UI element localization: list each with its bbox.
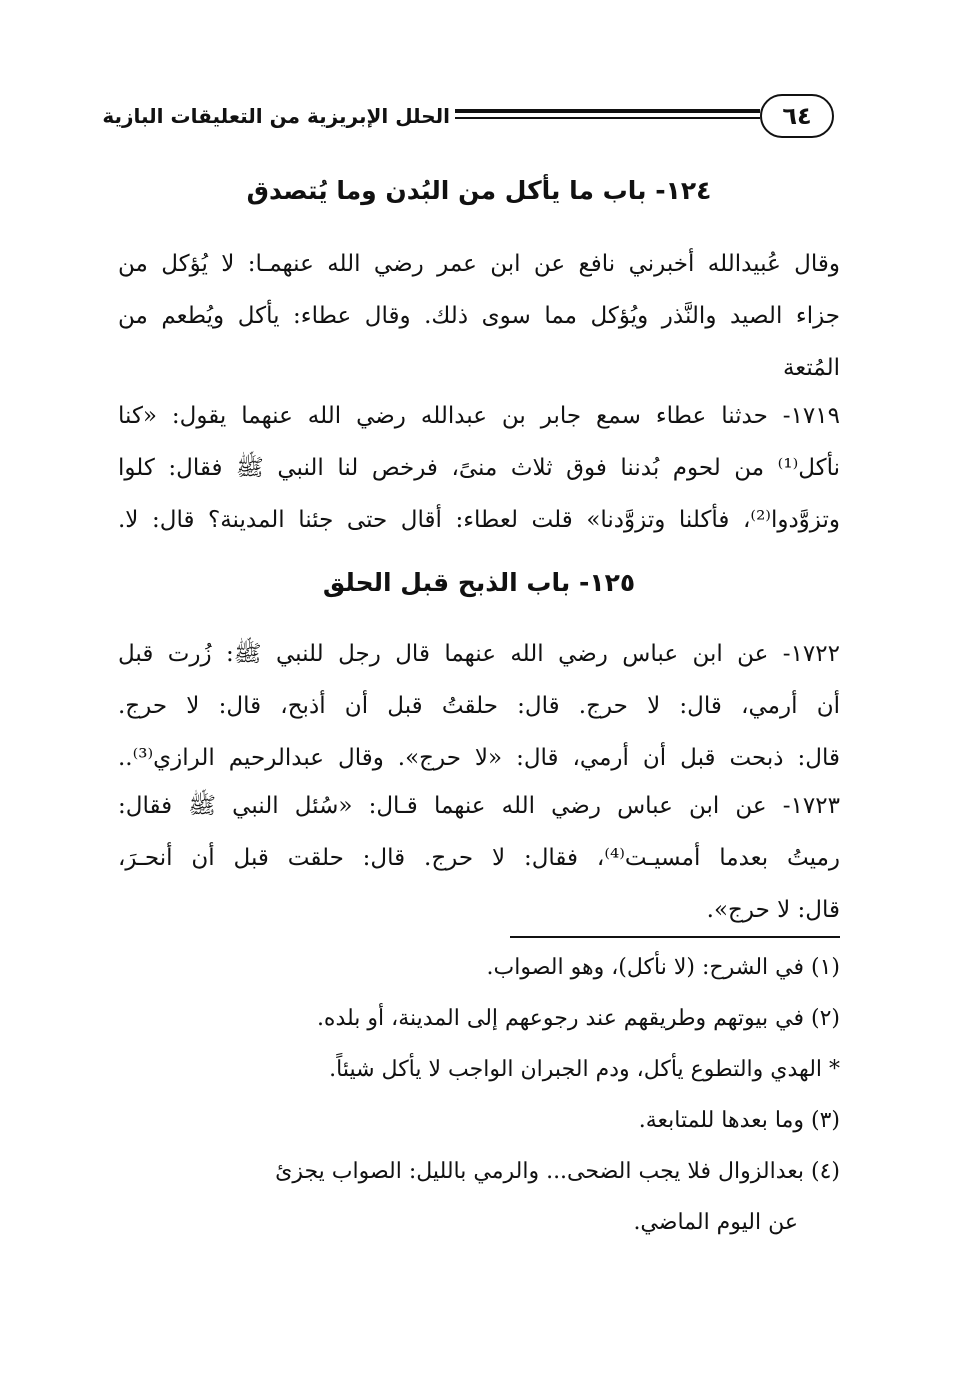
footnote: (١) في الشرح: (لا نأكل)، وهو الصواب.: [486, 955, 840, 980]
page-header: [102, 92, 838, 148]
text-line: وتزوَّدوا⁽²⁾، فأكلنا وتزوَّدنا» قلت لعطاء: أقال حتى جئنا المدينة؟ قال: لا.: [118, 507, 840, 533]
footnote: (٤) بعدالزوال فلا يجب الضحى... والرمي بالليل: الصواب يجزئ: [275, 1159, 840, 1184]
text-line: ١٧١٩- حدثنا عطاء سمع جابر بن عبدالله رضي الله عنهما يقول: «كنا: [118, 403, 840, 429]
hadith-paragraph: [118, 780, 840, 936]
header-rule-thick: [455, 109, 760, 113]
text-line: قال: ذبحت قبل أن أرمي، قال: «لا حرج». وقال عبدالرحيم الرازي⁽³⁾..: [118, 745, 840, 771]
text-line: نأكل⁽¹⁾ من لحوم بُدننا فوق ثلاث منىً، فرخص لنا النبي ﷺ فقال: كلوا: [118, 455, 840, 481]
running-title: الحلل الإبريزية من التعليقات البازية: [102, 104, 450, 128]
footnotes: [118, 942, 840, 1248]
text-line: رميتُ بعدما أمسيـت⁽⁴⁾، فقال: لا حرج. قال: حلقت قبل أن أنحـرَ،: [118, 845, 840, 871]
text-line: أن أرمي، قال: لا حرج. قال: حلقتُ قبل أن أذبح، قال: لا حرج.: [118, 693, 840, 719]
text-line: ١٧٢٣- عن ابن عباس رضي الله عنهما قـال: «سُئل النبي ﷺ فقال:: [118, 793, 840, 819]
paragraph: [118, 238, 840, 394]
hadith-paragraph: [118, 628, 840, 784]
text-line: وقال عُبيدالله أخبرني نافع عن ابن عمر رضي الله عنهمـا: لا يُؤكل من: [118, 251, 840, 277]
footnote-continuation: عن اليوم الماضي.: [633, 1210, 798, 1235]
header-rule-thin: [455, 117, 760, 119]
hadith-paragraph: [118, 390, 840, 546]
footnote: * الهدي والتطوع يأكل، ودم الجبران الواجب لا يأكل شيئاً.: [329, 1057, 840, 1082]
footnote: (٢) في بيوتهم وطريقهم عند رجوعهم إلى المدينة، أو بلده.: [316, 1006, 840, 1031]
section-heading: ١٢٥- باب الذبح قبل الحلق: [322, 568, 636, 597]
section-heading: ١٢٤- باب ما يأكل من البُدن وما يُتصدق: [246, 176, 712, 205]
page-number: ٦٤: [760, 94, 834, 138]
footnote-separator: [510, 936, 840, 938]
text-line: ١٧٢٢- عن ابن عباس رضي الله عنهما قال رجل للنبي ﷺ: زُرت قبل: [118, 641, 840, 667]
text-line: المُتعة: [782, 355, 840, 381]
footnote: (٣) وما بعدها للمتابعة.: [638, 1108, 840, 1133]
text-line: قال: لا حرج».: [706, 897, 840, 923]
text-line: جزاء الصيد والنَّذر ويُؤكل مما سوى ذلك. وقال عطاء: يأكل ويُطعم من: [118, 303, 840, 329]
